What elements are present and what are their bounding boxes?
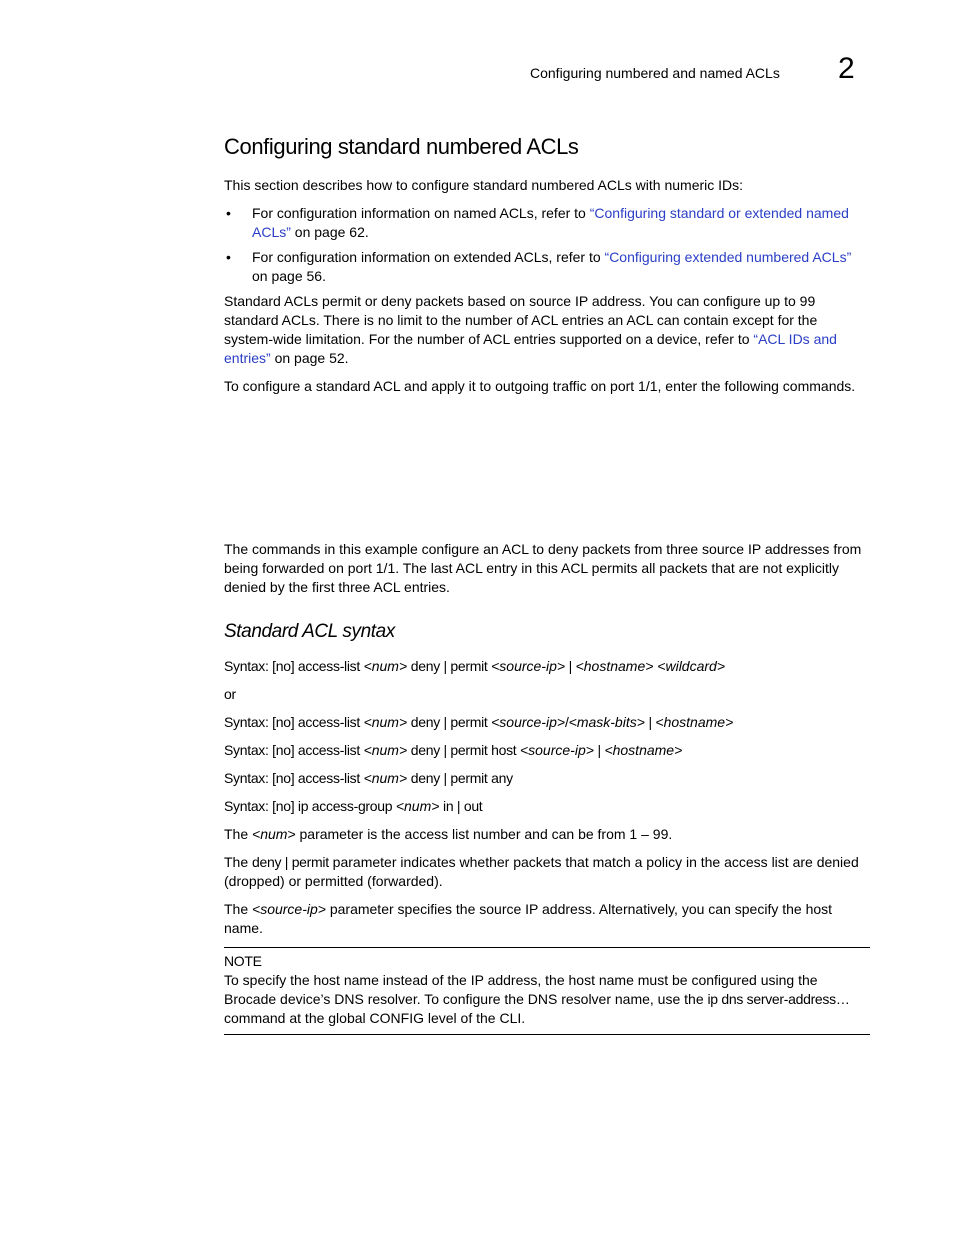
list-item: • For configuration information on named ACLs, refer to “Configuring standard or extended named ACLs” on page 62. [226,205,849,240]
page-content [224,130,870,1035]
note-label: NOTE [224,953,262,969]
note-command: ip dns server-address… [707,991,850,1007]
syntax-section-title: Standard ACL syntax [224,621,395,642]
syntax-or: or [224,686,236,702]
syntax-line-1: Syntax: [no] access-list <num> deny | permit <source-ip> | <hostname> <wildcard> [224,658,726,674]
section-title: Configuring standard numbered ACLs [224,134,579,159]
running-header: Configuring numbered and named ACLs [530,65,780,81]
syntax-line-3: Syntax: [no] access-list <num> deny | permit host <source-ip> | <hostname> [224,742,683,758]
bullet-icon: • [226,205,231,221]
syntax-line-5: Syntax: [no] ip access-group <num> in | out [224,798,483,814]
deny-permit-paragraph: The deny | permit parameter indicates whether packets that match a policy in the access list are denied (dropped) or permitted (forwarded). [224,854,859,889]
standard-acls-paragraph: Standard ACLs permit or deny packets based on source IP address. You can configure up to 99 standard ACLs. There is no limit to the number of ACL entries an ACL can contain except for the system-wide limitation. For the number of ACL entries supported on a device, refer to “ACL IDs and entries” on page 52. [224,293,837,366]
bullet-icon: • [226,249,231,265]
list-item: • For configuration information on extended ACLs, refer to “Configuring extended numbered ACLs” on page 56. [226,249,852,284]
command-example-area [224,405,870,540]
source-ip-paragraph: The <source-ip> parameter specifies the source IP address. Alternatively, you can specify the host name. [224,901,833,936]
num-parameter-paragraph: The <num> parameter is the access list number and can be from 1 – 99. [224,826,673,842]
link-acl-ids[interactable]: “ACL IDs and entries” [224,331,837,366]
link-extended-acls[interactable]: “Configuring extended numbered ACLs” [604,249,852,265]
configure-paragraph: To configure a standard ACL and apply it to outgoing traffic on port 1/1, enter the following commands. [224,378,856,394]
link-named-acls[interactable]: “Configuring standard or extended named ACLs” [252,205,849,240]
chapter-number: 2 [838,52,855,85]
note-box: NOTE To specify the host name instead of the IP address, the host name must be configured using the Brocade device’s DNS resolver. To configure the DNS resolver name, use the ip dns server-address… command at the global CONFIG level of the CLI. [224,947,870,1035]
example-explanation-paragraph: The commands in this example configure an ACL to deny packets from three source IP addresses from being forwarded on port 1/1. The last ACL entry in this ACL permits all packets that are not explicitly denied by the first three ACL entries. [224,541,862,595]
syntax-line-2: Syntax: [no] access-list <num> deny | permit <source-ip>/<mask-bits> | <hostname> [224,714,734,730]
intro-paragraph: This section describes how to configure standard numbered ACLs with numeric IDs: [224,177,744,193]
reference-list [224,204,870,286]
syntax-line-4: Syntax: [no] access-list <num> deny | permit any [224,770,513,786]
